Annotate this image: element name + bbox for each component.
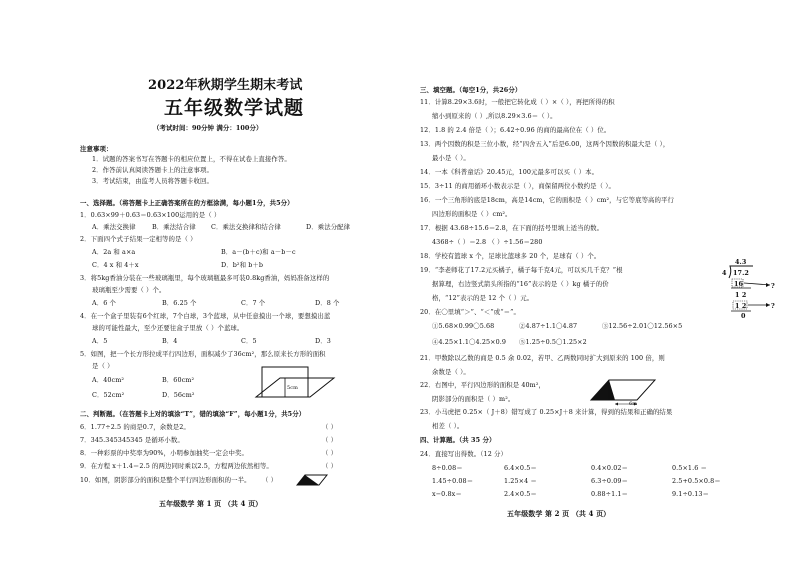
q3-option-d: D．8 个 — [315, 299, 340, 307]
judge-7: 7．345.345345345 是循环小数。 — [80, 436, 184, 444]
calc-item: 1.45÷0.08＝ — [432, 477, 474, 485]
exam-subtitle: 五年级数学试题 — [164, 97, 305, 119]
exam-title: 2022年秋期学生期末考试 — [148, 78, 303, 93]
question-13-line-1: 13．两个因数的积是三位小数，经“四舍五入”后是6.00，这两个因数的积最大是（ ）， — [420, 140, 670, 148]
judge-6-answer: （ ） — [322, 423, 338, 431]
judge-9-answer: （ ） — [322, 462, 338, 470]
question-20: 20．在〇里填“＞”、“＜”或“＝”。 — [420, 308, 520, 316]
calc-item: 6.4×0.5＝ — [504, 464, 537, 472]
division-step-12-boxed: 1 2 — [735, 302, 747, 310]
q1-option-a: A．乘法交换律 — [92, 223, 136, 231]
q2-option-c: C．4 x 和 4＋x — [92, 261, 139, 269]
question-24: 24．直接写出得数。（12 分） — [420, 450, 507, 458]
question-21-line-1: 21．甲数除以乙数的商是 0.5 余 0.02，若甲、乙两数同时扩大到原来的 100 倍，则 — [420, 354, 665, 362]
question-19-line-1: 19．“李老师花了17.2元买橘子，橘子每千克4元，可以买几千克？”根 — [420, 266, 623, 274]
question-16-line-2: 四边形的面积是（ ）cm²。 — [432, 210, 512, 218]
division-quotient: 4.3 — [735, 258, 747, 266]
calc-item: 6.3÷0.09＝ — [591, 477, 629, 485]
page-2-footer: 五年级数学 第 2 页 （共 4 页） — [507, 509, 611, 518]
compare-2: ②4.87÷1.1〇4.87 — [519, 322, 578, 330]
section-4-title: 四、计算题。（共 35 分） — [420, 436, 496, 444]
q1-option-c: C．乘法交换律和结合律 — [211, 223, 281, 231]
calc-item: 1.25×4 ＝ — [504, 477, 537, 485]
question-3-line-2: 玻璃瓶至少需要（ ）个。 — [92, 286, 166, 294]
compare-5: ⑤1.25÷0.5〇1.25×2 — [519, 338, 587, 346]
question-21-line-2: 余数是（ ）。 — [432, 368, 470, 376]
q5-option-c: C．52cm² — [92, 391, 125, 399]
long-division-lines — [721, 266, 775, 314]
calc-item: 2.4×0.5＝ — [504, 490, 537, 498]
judge-8: 8．一种彩票的中奖率为90%，小明参加抽奖一定会中奖。 — [80, 449, 248, 457]
calc-item: 0.88÷1.1＝ — [591, 490, 629, 498]
q5-option-a: A．40cm² — [92, 376, 125, 384]
question-23-line-2: 相差（ ）。 — [432, 422, 464, 430]
q1-option-d: D．乘法分配律 — [306, 223, 351, 231]
judge-8-answer: （ ） — [322, 449, 338, 457]
question-23-line-1: 23．小马虎把 0.25×（ J＋8）错写成了 0.25×J＋8 来计算，得到的结果和正确的结果 — [420, 408, 673, 416]
fig5-height-label: 5cm — [287, 385, 299, 391]
q5-option-d: D．56cm² — [162, 391, 195, 399]
q4-option-b: B．4 — [162, 337, 178, 345]
q2-option-b: B．a－(b＋c)和 a－b－c — [221, 248, 296, 256]
notes-title: 注意事项： — [80, 145, 113, 153]
question-13-line-2: 最小是（ ）。 — [432, 154, 470, 162]
q3-option-a: A．6 个 — [92, 299, 116, 307]
calc-item: 8÷0.08＝ — [432, 464, 463, 472]
q1-option-b: B．乘法结合律 — [152, 223, 196, 231]
q22-parallelogram-figure — [589, 378, 657, 406]
question-11-line-2: 缩小到原来的（ ）,所以8.29×3.6＝（ ）。 — [432, 112, 557, 120]
q5-option-b: B．60cm² — [162, 376, 195, 384]
division-divisor: 4 — [722, 269, 727, 277]
q4-option-d: D．3 — [315, 337, 331, 345]
rectangle-parallelogram-figure — [254, 364, 336, 400]
section-3-title: 三、填空题。（每空1分，共26分） — [420, 86, 522, 94]
section-2-title: 二、判断题。（在答题卡上对的填涂“T”，错的填涂“F”，每小题1分，共5分） — [80, 410, 306, 418]
question-2: 2．下面四个式子结果一定相等的是（ ） — [80, 235, 197, 243]
note-item: 1．试题的答案书写在答题卡的相应位置上，不得在试卷上直接作答。 — [92, 155, 291, 163]
judge-7-answer: （ ） — [322, 436, 338, 444]
question-19-line-3: 格，“12”表示的是 12 个（ ）元。 — [432, 294, 534, 302]
question-18: 18．学校有篮球 x 个，足球比篮球多 20 个，足球有（ ）个。 — [420, 252, 601, 260]
question-22-line-2: 阴影部分的面积是（ ）m²。 — [432, 395, 515, 403]
question-14: 14．一本《科普童话》20.45元，100元最多可以买（ ）本。 — [420, 168, 599, 176]
page-1-footer: 五年级数学 第 1 页 （共 4 页） — [159, 499, 263, 508]
compare-3: ③12.56÷2.01〇12.56×5 — [602, 322, 683, 330]
question-4-line-2: 球的可能性最大，至少还要往盒子里放（ ）个蓝球。 — [92, 324, 244, 332]
question-15: 15．3÷11 的商用循环小数表示是（ ），商保留两位小数约是（ ）。 — [420, 182, 616, 190]
division-question-mark-2: ? — [771, 302, 775, 310]
question-17-line-2: 4368÷（ ）＝2.8 （ ）÷1.56＝280 — [432, 238, 543, 246]
exam-page-2 — [397, 0, 794, 562]
question-12: 12．1.8 的 2.4 倍是（ ）；6.42÷0.96 的商的最高位在（ ）位。 — [420, 126, 611, 134]
compare-1: ①5.68×0.99〇5.68 — [432, 322, 495, 330]
note-item: 2．作答前认真阅读答题卡上的注意事项。 — [92, 166, 213, 174]
question-5-line-2: 是（ ） — [92, 362, 114, 370]
question-11-line-1: 11．计算8.29×3.6时，一般把它转化成（ ）×（ ），再把所得的积 — [420, 98, 615, 106]
division-step-12: 1 2 — [735, 291, 747, 299]
judge-6: 6．1.77÷2.5 的商是0.7，余数是2。 — [80, 423, 190, 431]
question-19-line-2: 据算理，右边竖式箭头所指的“16”表示的是（ ）kg 橘子的价 — [432, 280, 609, 288]
question-1: 1．0.63×99＋0.63＝0.63×100运用的是（ ） — [80, 211, 221, 219]
calc-item: x−0.8x＝ — [432, 490, 462, 498]
judge-9: 9．在方程 x＋1.4＝2.5 的两边同时乘以2.5，方程两边依然相等。 — [80, 462, 273, 470]
judge-10-answer: （ ） — [262, 476, 278, 484]
question-4-line-1: 4．在一个盒子里装有6个红球，7个白球，3个蓝球，从中任意摸出一个球，要想摸出蓝 — [80, 312, 331, 320]
q2-option-a: A．2a 和 a×a — [92, 248, 136, 256]
calc-item: 0.5×1.6 ＝ — [672, 464, 708, 472]
q4-option-a: A．5 — [92, 337, 108, 345]
note-item: 3．考试结束，由监考人员将答题卡收回。 — [92, 177, 213, 185]
calc-item: 2.5+0.5×0.8＝ — [672, 477, 721, 485]
q3-option-c: C．7 个 — [241, 299, 266, 307]
question-3-line-1: 3．将5kg香油分装在一些玻璃瓶里，每个玻璃瓶最多可装0.8kg香油，妈妈准备这样的 — [80, 274, 330, 282]
question-17-line-1: 17．根据 43.68÷15.6＝2.8，在下面的括号里填上适当的数。 — [420, 224, 604, 232]
shaded-parallelogram-figure — [296, 474, 328, 486]
division-question-mark-1: ? — [771, 282, 775, 290]
q2-option-d: D．b²和 b＋b — [221, 261, 264, 269]
calc-item: 0.4×0.02＝ — [591, 464, 629, 472]
exam-info: （考试时间：90分钟 满分：100分） — [153, 124, 263, 132]
question-5-line-1: 5．如图，把一个长方形拉成平行四边形，面积减少了36cm²，那么原来长方形的面积 — [80, 350, 326, 358]
fig22-base-label: 6m — [629, 401, 638, 407]
calc-item: 9.1÷0.13＝ — [672, 490, 710, 498]
q4-option-c: C．5 — [241, 337, 257, 345]
division-step-16: 16 — [734, 280, 744, 288]
question-22-line-1: 22．右图中，平行四边形的面积是 40m²， — [420, 381, 545, 389]
section-1-title: 一、选择题。（将答题卡上正确答案所在的方框涂满，每小题1分，共5分） — [80, 199, 294, 207]
q3-option-b: B．6.25 个 — [162, 299, 197, 307]
division-remainder: 0 — [741, 312, 746, 320]
judge-10: 10．如图，阴影部分的面积是整个平行四边形面积的一半。 — [80, 476, 251, 484]
question-16-line-1: 16．一个三角形的底是18cm，高是14cm，它的面积是（ ）cm²，与它等底等高的平行 — [420, 196, 675, 204]
division-dividend: 17.2 — [733, 269, 749, 277]
compare-4: ④4.25×1.1〇4.25×0.9 — [432, 338, 507, 346]
